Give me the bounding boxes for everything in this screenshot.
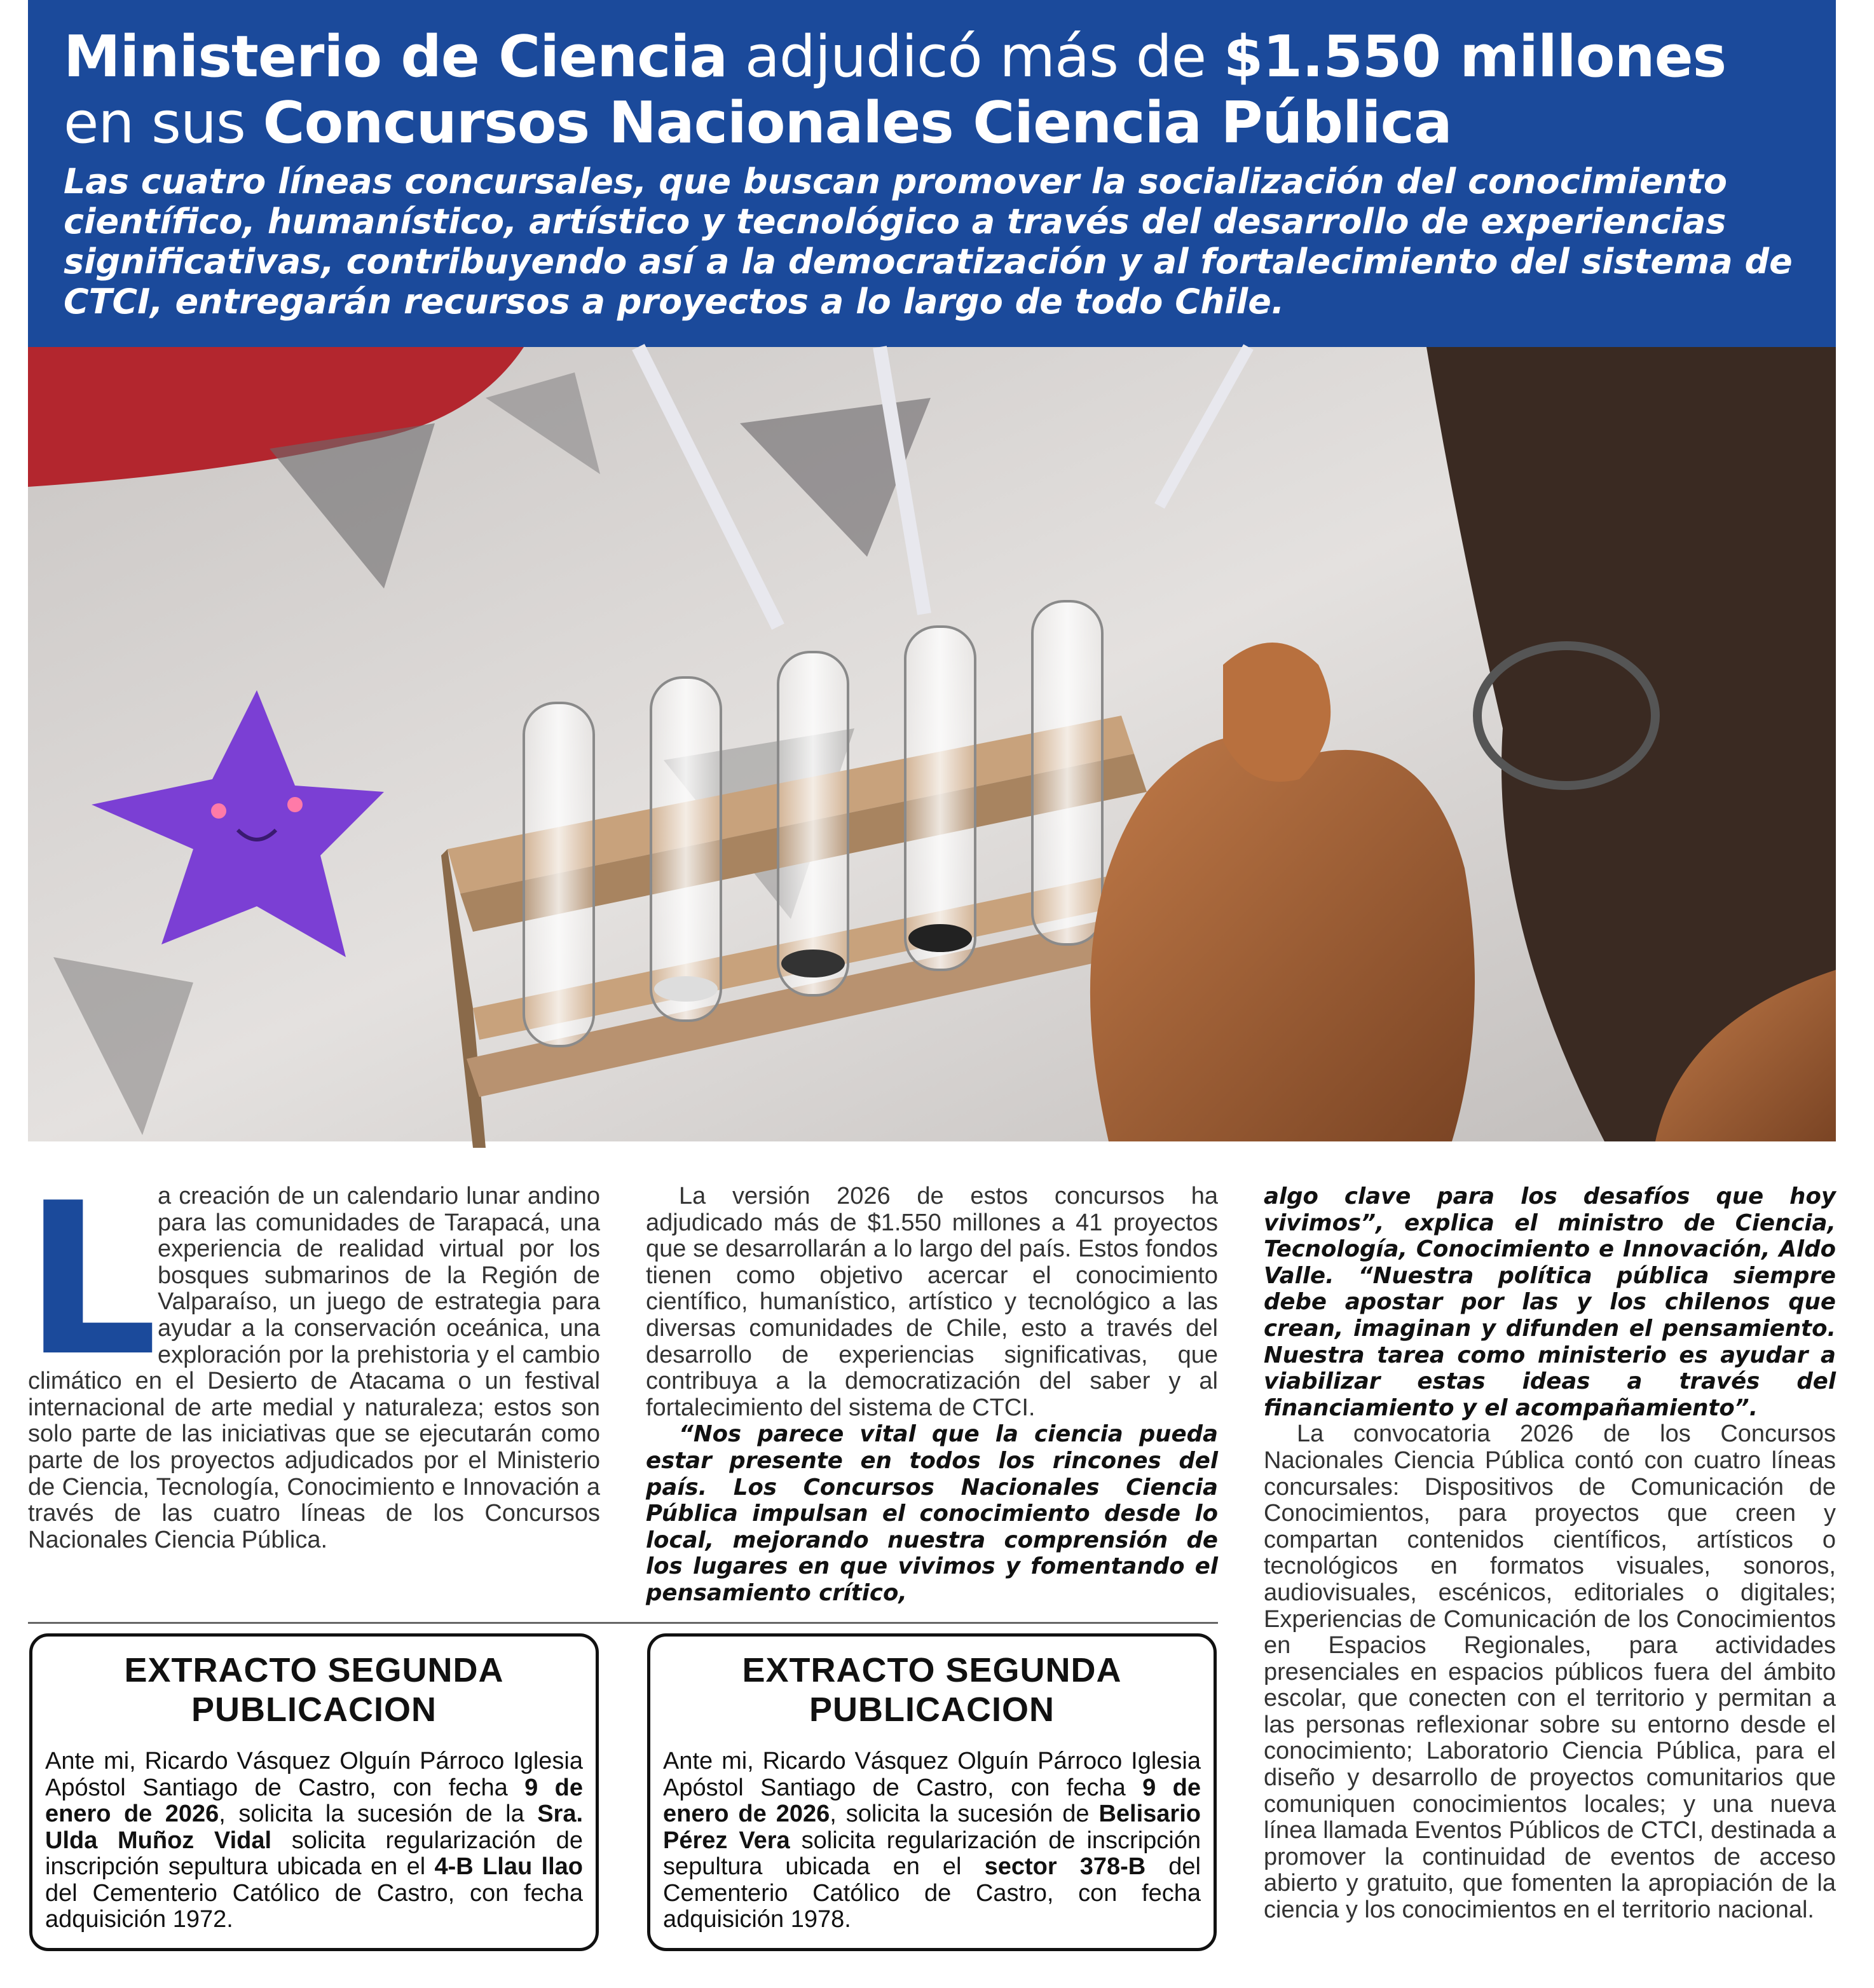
notice-date: 9 de enero de 2026 xyxy=(663,1774,1201,1827)
headline-bold-ministry: Ministerio de Ciencia xyxy=(64,24,728,90)
headline-line-2 xyxy=(64,90,1452,156)
notice-location: sector 378-B xyxy=(984,1853,1146,1880)
lab-photo-illustration xyxy=(28,347,1836,1141)
article-photo xyxy=(28,347,1836,1141)
article-column-2 xyxy=(646,1183,1218,1607)
dropcap xyxy=(24,1158,158,1402)
headline-bold-contests: Concursos Nacionales Ciencia Pública xyxy=(263,90,1452,156)
notice-person: Sra. Ulda Muñoz Vidal xyxy=(45,1801,584,1854)
article-column-1 xyxy=(24,1158,600,1553)
notice-text: del Cementerio Católico de Castro, con fecha adquisición 1978. xyxy=(663,1853,1201,1933)
headline-line-1 xyxy=(64,24,1726,90)
article-paragraph-3: La convocatoria 2026 de los Concursos Nacionales Ciencia Pública contó con cuatro líneas concursales: Dispositivos de Comunicación de Conocimientos, para proyectos que creen y compartan contenidos científicos, artísticos o tecnológicos en formatos visuales, sonoros, audiovisuales, escénicos, editoriales o digitales; Experiencias de Comunicación de los Conocimientos en Espacios Regionales, para actividades presenciales en espacios públicos fuera del ámbito escolar, que conecten con el territorio y permitan a las personas reflexionar sobre su entorno desde el conocimiento; Laboratorio Ciencia Pública, para el diseño y desarrollo de proyectos comunitarios que comuniquen conocimientos locales; y una nueva línea llamada Eventos Públicos de CTCI, destinada a promover la continuidad de eventos de acceso abierto y gratuito, que fomenten la apropiación de la ciencia y los conocimientos en el territorio nacional. xyxy=(1264,1420,1836,1924)
notice-body xyxy=(45,1748,583,1933)
notice-body xyxy=(663,1748,1201,1933)
legal-notice-1 xyxy=(29,1633,599,1951)
notice-location: 4-B Llau llao xyxy=(434,1853,584,1880)
headline-bold-amount: $1.550 millones xyxy=(1223,24,1727,90)
article-paragraph-1: a creación de un calendario lunar andino para las comunidades de Tarapacá, una experiencia de realidad virtual por los bosques submarinos de la Región de Valparaíso, un juego de estrategia para ayudar a la conservación oceánica, una exploración por la prehistoria y el cambio climático en el Desierto de Atacama o un festival internacional de arte medial y naturaleza; estos son solo parte de las iniciativas que se ejecutarán como parte de los proyectos adjudicados por el Ministerio de Ciencia, Tecnología, Conocimiento e Innovación a través de las cuatro líneas de los Concursos Nacionales Ciencia Pública. xyxy=(28,1183,600,1553)
article-column-3 xyxy=(1264,1183,1836,1924)
notice-title: EXTRACTO SEGUNDA PUBLICACION xyxy=(124,1651,504,1729)
notice-text: del Cementerio Católico de Castro, con fecha adquisición 1972. xyxy=(45,1879,583,1933)
article-paragraph-2: La versión 2026 de estos concursos ha adjudicado más de $1.550 millones a 41 proyectos que se desarrollarán a lo largo del país. Estos fondos tienen como objetivo acercar el conocimiento científico, humanístico, artístico y tecnológico a las diversas comunidades de Chile, esto a través del desarrollo de experiencias significativas, que contribuya a la democratización del saber y al fortalecimiento del sistema de CTCI. xyxy=(646,1183,1218,1421)
legal-notice-2 xyxy=(647,1633,1217,1951)
notice-text: , solicita la sucesión de la xyxy=(219,1801,538,1827)
svg-text:L: L xyxy=(24,1158,158,1402)
header-band xyxy=(28,0,1836,347)
dropcap-letter xyxy=(24,1158,158,1402)
notice-text: solicita regularización de inscripción sepultura ubicada en el xyxy=(45,1827,583,1880)
notice-text: , solicita la sucesión de xyxy=(830,1801,1099,1827)
notice-date: 9 de enero de 2026 xyxy=(45,1774,583,1827)
headline-light-text: adjudicó más de xyxy=(727,24,1224,90)
minister-quote-part-1: “Nos parece vital que la ciencia pueda estar presente en todos los rincones del país. Los Concursos Nacionales Ciencia Pública impulsan el conocimiento desde lo local, mejorando nuestra comprensión de los lugares en que vivimos y fomentando el pensamiento crítico, xyxy=(646,1421,1218,1606)
notice-text: solicita regularización de inscripción sepultura ubicada en el xyxy=(663,1827,1201,1880)
notice-divider xyxy=(28,1622,1218,1624)
subheadline: Las cuatro líneas concursales, que buscan promover la socialización del conocimiento científico, humanístico, artístico y tecnológico a través del desarrollo de experiencias significativas, contribuyendo así a la democratización y al fortalecimiento del sistema de CTCI, entregarán recursos a proyectos a lo largo de todo Chile. xyxy=(64,161,1793,322)
notice-text: Ante mi, Ricardo Vásquez Olguín Párroco Iglesia Apóstol Santiago de Castro, con fecha xyxy=(663,1748,1201,1801)
notice-title: EXTRACTO SEGUNDA PUBLICACION xyxy=(742,1651,1122,1729)
notice-text: Ante mi, Ricardo Vásquez Olguín Párroco Iglesia Apóstol Santiago de Castro, con fecha xyxy=(45,1748,583,1801)
minister-quote-part-2: algo clave para los desafíos que hoy vivimos”, explica el ministro de Ciencia, Tecnología, Conocimiento e Innovación, Aldo Valle. “Nuestra política pública siempre debe apostar por las y los chilenos que crean, imaginan y difunden el pensamiento. Nuestra tarea como ministerio es ayudar a viabilizar estas ideas a través del financiamiento y el acompañamiento”. xyxy=(1264,1183,1836,1421)
notice-person: Belisario Pérez Vera xyxy=(663,1801,1201,1854)
headline-light-text-2: en sus xyxy=(64,90,263,156)
